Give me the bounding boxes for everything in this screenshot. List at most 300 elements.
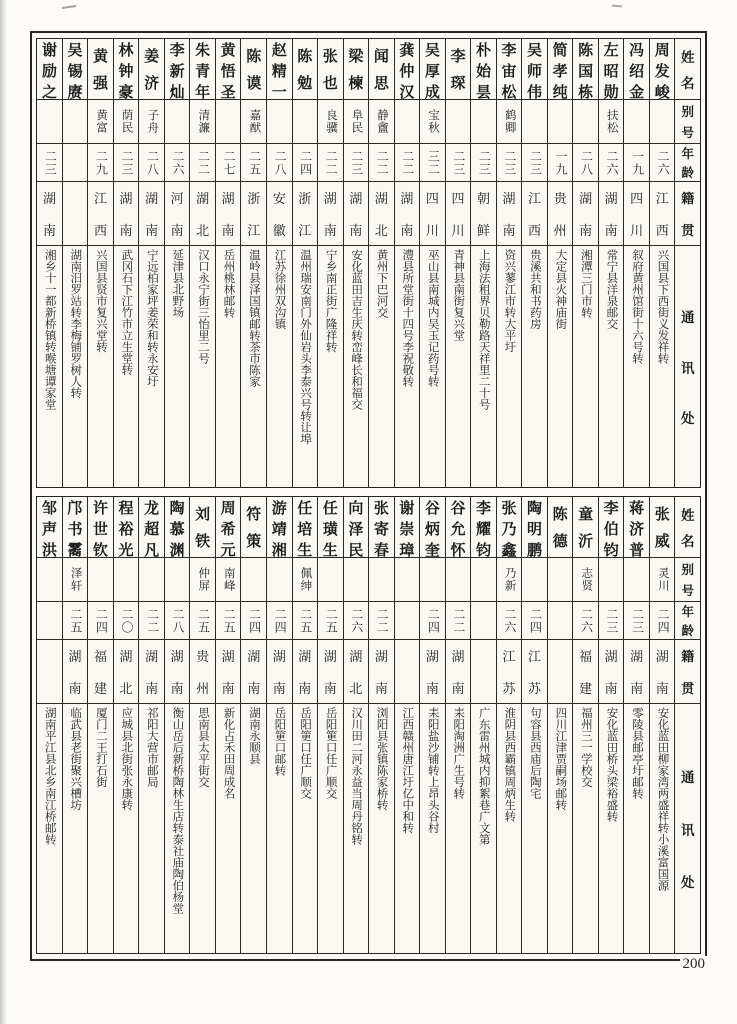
address-text: 衡山岳后新桥陶林生店转泰社庙陶伯杨堂 <box>171 707 184 914</box>
address-cell <box>650 704 675 953</box>
address-cell <box>599 246 624 487</box>
person-column <box>547 39 573 487</box>
age-text: 三二 <box>426 149 441 176</box>
age-text: 二五 <box>247 149 262 176</box>
header-alias-label: 别 号 <box>681 105 694 140</box>
directory-table-bottom <box>36 496 701 954</box>
origin-cell <box>267 640 292 704</box>
alias-text: 荫民 <box>120 109 133 134</box>
origin-cell <box>369 640 394 704</box>
origin-cell <box>293 640 318 704</box>
address-text: 汉口永宁街三怡里二号 <box>196 249 209 364</box>
person-column <box>87 497 113 953</box>
age-cell <box>420 144 445 182</box>
name-text: 李 伯 钧 <box>603 501 619 558</box>
alias-cell <box>293 558 318 602</box>
name-cell <box>344 39 369 100</box>
alias-cell <box>497 100 522 144</box>
age-cell <box>88 144 113 182</box>
alias-text: 南峰 <box>222 567 235 592</box>
age-text: 二六 <box>171 149 185 176</box>
name-text: 吴 厚 成 <box>424 43 440 100</box>
name-text: 谷 允 怀 <box>450 501 466 558</box>
person-column <box>343 497 369 953</box>
address-text: 巫山县南城内吴玉记药号转 <box>426 249 439 387</box>
address-cell <box>650 246 675 487</box>
address-cell <box>446 704 471 953</box>
address-cell <box>318 704 343 953</box>
origin-cell <box>241 182 266 246</box>
age-text: 二六 <box>349 607 364 634</box>
header-alias-label: 别 号 <box>681 563 694 598</box>
origin-text: 湖 南 <box>323 649 337 696</box>
name-cell <box>573 497 598 558</box>
age-text: 二五 <box>68 607 83 634</box>
address-text: 澧县所堂街十四号李祝敬转 <box>401 249 414 387</box>
address-text: 浏阳县张镇陈家桥转 <box>375 707 388 811</box>
name-text: 姜 济 <box>144 49 160 92</box>
alias-cell <box>522 558 547 602</box>
age-text: 二四 <box>273 607 288 634</box>
origin-text: 江 西 <box>528 191 542 238</box>
scan-edge-artifact <box>0 0 7 1024</box>
header-address-cell <box>675 246 700 487</box>
address-cell <box>624 246 649 487</box>
age-text: 二三 <box>43 149 58 176</box>
name-cell <box>650 39 675 100</box>
address-text: 青神县南街复兴堂 <box>452 249 465 341</box>
address-text: 岳阳筻口任广顺交 <box>324 707 337 799</box>
name-text: 陈 勉 <box>297 49 313 92</box>
origin-text <box>548 640 573 703</box>
age-cell <box>599 602 624 640</box>
address-text: 汉川田二河永益当周丹铭转 <box>350 707 363 845</box>
name-cell <box>63 497 88 558</box>
age-cell <box>267 144 292 182</box>
alias-cell <box>63 100 88 144</box>
header-origin-label: 籍 贯 <box>681 649 695 696</box>
name-text: 任 培 生 <box>297 501 313 558</box>
person-column <box>496 497 522 953</box>
address-text: 岳阳筻口邮转 <box>273 707 286 776</box>
name-text: 游 靖 湘 <box>271 501 287 558</box>
age-cell <box>573 144 598 182</box>
age-cell <box>573 602 598 640</box>
name-text: 程 裕 光 <box>118 501 134 558</box>
age-cell <box>318 144 343 182</box>
person-column <box>292 497 318 953</box>
age-cell <box>471 602 496 640</box>
name-cell <box>522 39 547 100</box>
name-cell <box>139 497 164 558</box>
age-cell <box>216 144 241 182</box>
name-text: 陈 国 栋 <box>578 43 594 100</box>
name-text: 谢 崇 璋 <box>399 501 415 558</box>
name-cell <box>216 39 241 100</box>
person-column <box>598 497 624 953</box>
origin-text: 湖 南 <box>604 649 618 696</box>
name-cell <box>114 39 139 100</box>
person-column <box>572 497 598 953</box>
header-age-cell <box>675 602 700 640</box>
header-alias-cell <box>675 100 700 144</box>
header-origin-cell <box>675 640 700 704</box>
origin-cell <box>88 640 113 704</box>
name-text: 朱 青 年 <box>195 43 211 100</box>
table-frame <box>30 31 707 961</box>
origin-text: 湖 南 <box>221 191 235 238</box>
address-cell <box>88 246 113 487</box>
age-text: 一九 <box>553 149 568 176</box>
address-text: 黄州下巴河交 <box>375 249 388 318</box>
address-text: 宁远柏家坪姜荣和转永安圩 <box>145 249 158 387</box>
name-cell <box>293 39 318 100</box>
person-column <box>87 39 113 487</box>
name-text: 陈 谟 <box>246 49 262 92</box>
name-text: 张 乃 鑫 <box>501 501 517 558</box>
name-text: 符 策 <box>246 507 262 550</box>
origin-cell <box>114 640 139 704</box>
alias-cell <box>165 100 190 144</box>
age-text: 二三 <box>502 149 517 176</box>
age-text: 二三 <box>119 149 134 176</box>
age-text: 二八 <box>171 607 185 634</box>
age-cell <box>114 602 139 640</box>
address-text: 安化蓝田桥头梁裕盛转 <box>605 707 618 822</box>
name-text: 张 威 <box>654 507 670 550</box>
name-text: 李 新 灿 <box>169 43 185 100</box>
origin-text: 四 川 <box>630 191 644 238</box>
person-column <box>138 497 164 953</box>
address-cell <box>318 246 343 487</box>
age-text: 二三 <box>451 149 466 176</box>
alias-cell <box>624 558 649 602</box>
address-cell <box>446 246 471 487</box>
alias-cell <box>139 558 164 602</box>
address-cell <box>293 704 318 953</box>
header-name-label: 姓 名 <box>680 49 695 92</box>
origin-text: 湖 南 <box>323 191 337 238</box>
name-text: 邹 声 洪 <box>41 501 57 558</box>
name-text: 谷 炳 奎 <box>424 501 440 558</box>
address-cell <box>190 246 215 487</box>
name-text: 刘 铁 <box>195 507 211 550</box>
alias-cell <box>446 100 471 144</box>
origin-cell <box>165 640 190 704</box>
alias-text: 泽轩 <box>69 567 82 592</box>
alias-cell <box>216 100 241 144</box>
address-text: 资兴蓼江市转大平圩 <box>503 249 516 353</box>
age-text: 二三 <box>605 607 620 634</box>
name-cell <box>63 39 88 100</box>
origin-text: 湖 南 <box>145 191 159 238</box>
header-age-cell <box>675 144 700 182</box>
origin-text: 湖 南 <box>579 191 593 238</box>
alias-cell <box>241 558 266 602</box>
name-cell <box>165 497 190 558</box>
age-text: 二三 <box>630 607 645 634</box>
age-text: 二七 <box>222 149 237 176</box>
age-cell <box>624 602 649 640</box>
age-cell <box>318 602 343 640</box>
age-text: 二六 <box>605 149 620 176</box>
alias-cell <box>369 558 394 602</box>
person-column <box>164 497 190 953</box>
age-text: 二六 <box>502 607 517 634</box>
name-cell <box>420 497 445 558</box>
name-cell <box>497 39 522 100</box>
name-cell <box>471 497 496 558</box>
name-cell <box>599 39 624 100</box>
name-text: 闻 思 <box>373 49 389 92</box>
person-column <box>292 39 318 487</box>
alias-cell <box>37 558 62 602</box>
alias-cell <box>88 558 113 602</box>
person-column <box>189 497 215 953</box>
name-cell <box>37 39 62 100</box>
alias-cell <box>293 100 318 144</box>
address-cell <box>624 704 649 953</box>
age-text: 二四 <box>656 607 671 634</box>
address-text: 江苏徐州双沟镇 <box>273 249 286 330</box>
address-cell <box>63 246 88 487</box>
address-cell <box>395 704 420 953</box>
person-column <box>368 497 394 953</box>
address-cell <box>63 704 88 953</box>
age-text: 二六 <box>656 149 671 176</box>
origin-text: 浙 江 <box>298 191 312 238</box>
address-cell <box>344 246 369 487</box>
alias-cell <box>267 558 292 602</box>
origin-cell <box>599 182 624 246</box>
alias-cell <box>114 558 139 602</box>
person-column <box>113 497 139 953</box>
address-cell <box>165 246 190 487</box>
person-column <box>343 39 369 487</box>
age-text: 二四 <box>426 607 441 634</box>
age-text: 二三 <box>349 149 364 176</box>
alias-text: 鹤卿 <box>503 109 516 134</box>
name-cell <box>241 497 266 558</box>
header-name-cell <box>675 497 700 558</box>
origin-cell <box>63 182 88 246</box>
age-text: 二二 <box>400 149 415 176</box>
age-text: 二五 <box>222 607 237 634</box>
name-text: 简 孝 纯 <box>552 43 568 100</box>
address-cell <box>267 246 292 487</box>
address-cell <box>369 246 394 487</box>
person-column <box>164 39 190 487</box>
name-cell <box>395 39 420 100</box>
alias-cell <box>190 100 215 144</box>
alias-text: 扶松 <box>605 109 618 134</box>
alias-cell <box>395 558 420 602</box>
origin-cell <box>37 182 62 246</box>
person-column <box>394 39 420 487</box>
age-cell <box>548 602 573 640</box>
header-name-cell <box>675 39 700 100</box>
address-text: 祁阳大营市邮局 <box>145 707 158 788</box>
name-text: 林 钟 豪 <box>118 43 134 100</box>
address-cell <box>420 246 445 487</box>
address-cell <box>37 246 62 487</box>
origin-text: 湖 南 <box>170 649 184 696</box>
age-text: 二二 <box>196 149 211 176</box>
address-cell <box>190 704 215 953</box>
age-text: 二二 <box>451 607 466 634</box>
address-text: 句容县西庙后陶宅 <box>528 707 541 799</box>
alias-cell <box>471 558 496 602</box>
address-text: 新化占禾田周成名 <box>222 707 235 799</box>
origin-cell <box>114 182 139 246</box>
alias-text: 仲屏 <box>197 567 210 592</box>
origin-text: 朝 鲜 <box>476 191 490 238</box>
name-cell <box>548 39 573 100</box>
origin-text: 江 西 <box>94 191 108 238</box>
person-column <box>521 497 547 953</box>
name-cell <box>318 497 343 558</box>
alias-cell <box>548 558 573 602</box>
origin-cell <box>190 640 215 704</box>
alias-text: 阜民 <box>350 109 363 134</box>
origin-text: 安 徽 <box>272 191 286 238</box>
person-column <box>113 39 139 487</box>
address-text: 常宁县洋泉邮交 <box>605 249 618 330</box>
address-text: 宁乡南正街广隆祥转 <box>324 249 337 353</box>
person-column <box>623 39 649 487</box>
alias-cell <box>267 100 292 144</box>
person-column <box>215 497 241 953</box>
name-cell <box>650 497 675 558</box>
address-text: 应城县北街张永康转 <box>120 707 133 811</box>
person-column <box>266 39 292 487</box>
address-cell <box>114 246 139 487</box>
alias-text: 清濂 <box>197 109 210 134</box>
age-cell <box>216 602 241 640</box>
person-column <box>368 39 394 487</box>
person-column <box>470 39 496 487</box>
origin-cell <box>37 640 62 704</box>
name-text: 谢 励 之 <box>41 43 57 100</box>
alias-cell <box>190 558 215 602</box>
person-column <box>394 497 420 953</box>
address-cell <box>471 704 496 953</box>
name-text: 黄 强 <box>93 49 109 92</box>
address-cell <box>114 704 139 953</box>
address-cell <box>548 246 573 487</box>
alias-cell <box>522 100 547 144</box>
address-cell <box>216 246 241 487</box>
alias-cell <box>420 100 445 144</box>
person-column <box>240 39 266 487</box>
alias-cell <box>344 558 369 602</box>
origin-cell <box>88 182 113 246</box>
person-column <box>649 39 675 487</box>
address-cell <box>497 246 522 487</box>
origin-text: 湖 北 <box>349 649 363 696</box>
address-text: 湖南汨罗站转李梅铺罗树人转 <box>69 249 82 399</box>
person-column <box>445 39 471 487</box>
address-text: 临武县老街聚兴槽坊 <box>69 707 82 811</box>
origin-cell <box>471 182 496 246</box>
address-cell <box>88 704 113 953</box>
alias-cell <box>599 558 624 602</box>
alias-cell <box>63 558 88 602</box>
origin-text <box>37 640 62 703</box>
name-cell <box>293 497 318 558</box>
origin-cell <box>216 640 241 704</box>
origin-text <box>471 640 496 703</box>
origin-cell <box>420 182 445 246</box>
alias-cell <box>216 558 241 602</box>
person-column <box>496 39 522 487</box>
alias-cell <box>318 100 343 144</box>
name-cell <box>522 497 547 558</box>
alias-cell <box>497 558 522 602</box>
alias-cell <box>241 100 266 144</box>
origin-cell <box>344 182 369 246</box>
address-cell <box>573 246 598 487</box>
address-cell <box>599 704 624 953</box>
address-text: 贵溪共和书药房 <box>528 249 541 330</box>
origin-cell <box>548 182 573 246</box>
age-text: 二四 <box>94 607 109 634</box>
address-cell <box>139 704 164 953</box>
name-text: 李 琛 <box>450 49 466 92</box>
header-age-label: 年 龄 <box>681 147 694 180</box>
age-text: 二五 <box>196 607 211 634</box>
age-cell <box>139 602 164 640</box>
header-column <box>674 497 700 953</box>
age-text: 二三 <box>477 149 492 176</box>
age-cell <box>190 144 215 182</box>
address-text: 思南县太平街交 <box>196 707 209 788</box>
name-text: 许 世 钦 <box>93 501 109 558</box>
name-cell <box>624 39 649 100</box>
address-text: 岳阳筻口任广顺交 <box>299 707 312 799</box>
person-column <box>419 497 445 953</box>
age-cell <box>548 144 573 182</box>
origin-text: 湖 南 <box>221 649 235 696</box>
person-column <box>419 39 445 487</box>
person-column <box>547 497 573 953</box>
name-text: 李 宙 松 <box>501 43 517 100</box>
alias-cell <box>37 100 62 144</box>
age-cell <box>190 602 215 640</box>
age-text: 二二 <box>375 607 390 634</box>
person-column <box>598 39 624 487</box>
alias-cell <box>114 100 139 144</box>
origin-text: 湖 北 <box>374 191 388 238</box>
age-cell <box>37 144 62 182</box>
origin-cell <box>395 182 420 246</box>
person-column <box>240 497 266 953</box>
address-text: 温岭县泽国镇邮转茶市陈家 <box>248 249 261 387</box>
name-cell <box>599 497 624 558</box>
origin-cell <box>318 640 343 704</box>
address-cell <box>293 246 318 487</box>
section-gap <box>36 488 701 496</box>
address-text: 温州瑞安南门外仙岩头李泰兴号转让埠 <box>299 249 312 445</box>
name-text: 向 泽 民 <box>348 501 364 558</box>
name-text: 左 昭 勋 <box>603 43 619 100</box>
age-cell <box>497 144 522 182</box>
age-cell <box>293 602 318 640</box>
address-text: 叙府黄州馆街十六号转 <box>630 249 643 364</box>
age-cell <box>369 602 394 640</box>
origin-text: 湖 南 <box>425 649 439 696</box>
alias-text: 黄富 <box>95 109 108 134</box>
